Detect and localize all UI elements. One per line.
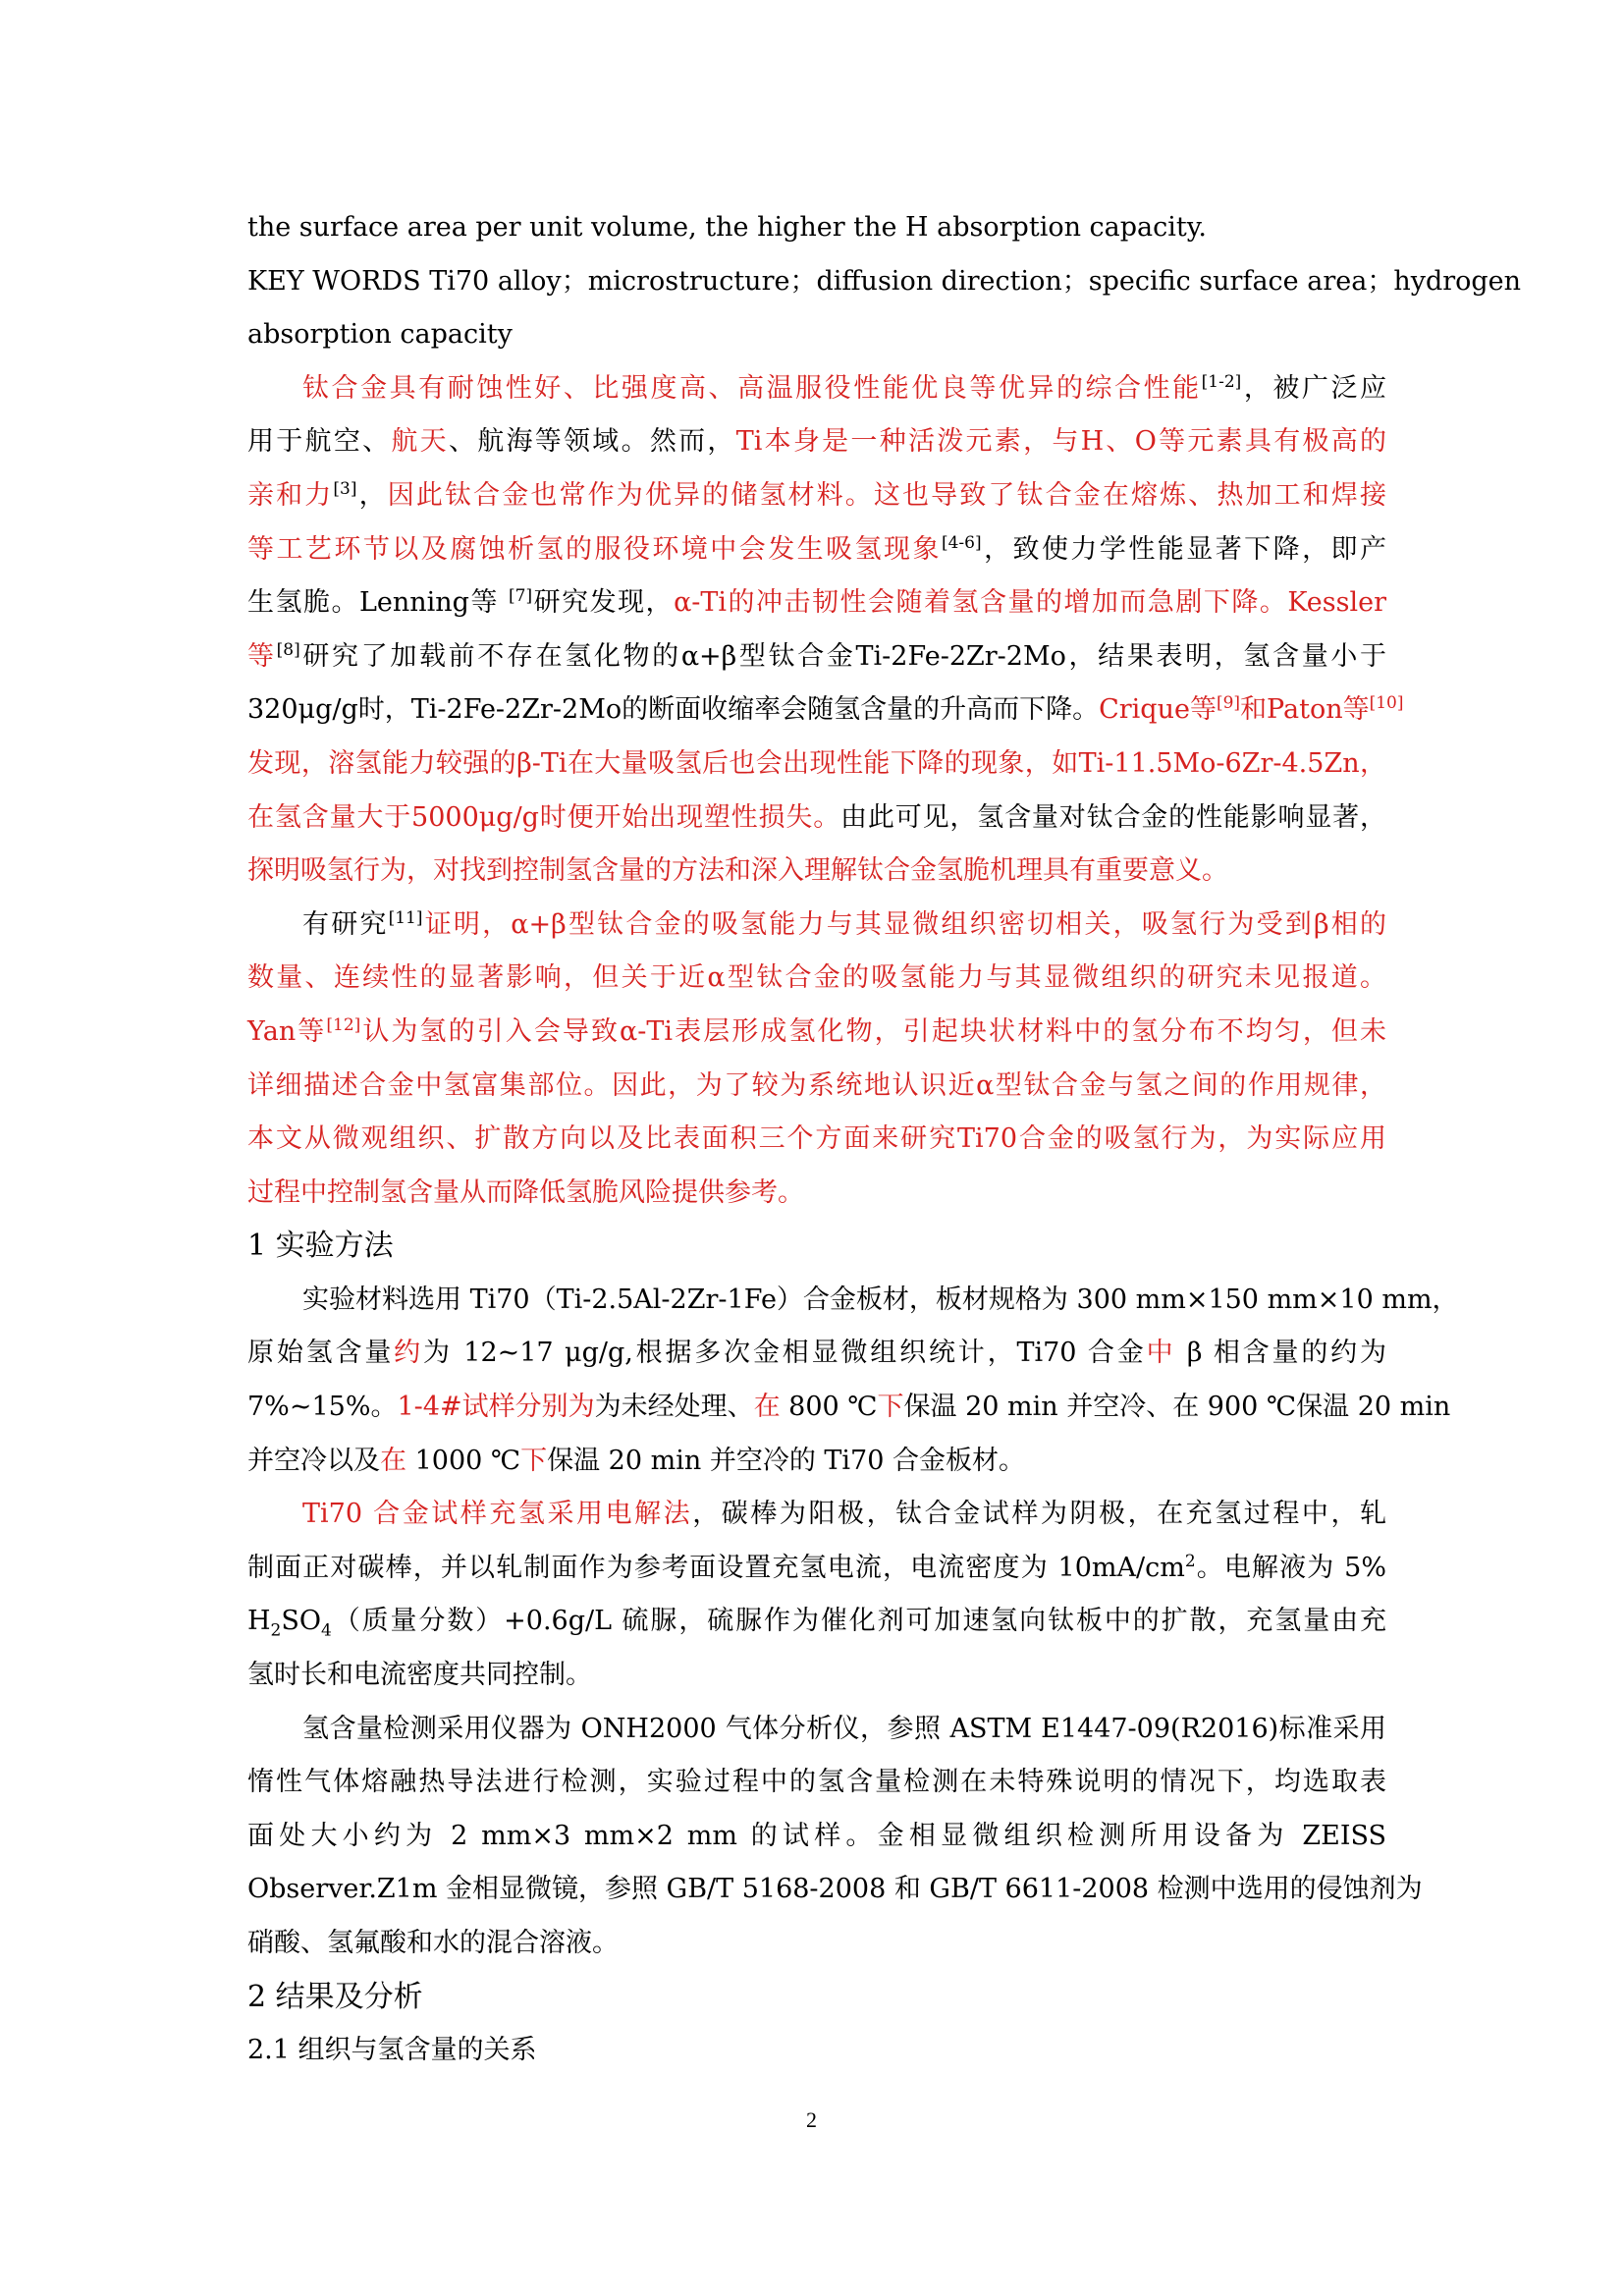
text-line: 过程中控制氢含量从而降低氢脆风险提供参考。 bbox=[247, 1176, 804, 1208]
text-line: 等[8]研究了加载前不存在氢化物的α+β型钛合金Ti-2Fe-2Zr-2Mo，结果表明，氢含量小于 bbox=[247, 639, 1386, 672]
method-paragraph-3 bbox=[247, 1703, 1423, 1971]
intro-paragraph-2 bbox=[247, 899, 1386, 1221]
text-line: 有研究[11]证明，α+β型钛合金的吸氢能力与其显微组织密切相关，吸氢行为受到β相的 bbox=[302, 907, 1387, 940]
text-line: 惰性气体熔融热导法进行检测，实验过程中的氢含量检测在未特殊说明的情况下，均选取表 bbox=[247, 1767, 1386, 1798]
text-line: 本文从微观组织、扩散方向以及比表面积三个方面来研究Ti70合金的吸氢行为，为实际应用 bbox=[247, 1123, 1386, 1155]
text-line: 在氢含量大于5000μg/g时便开始出现塑性损失。由此可见，氢含量对钛合金的性能影响显著， bbox=[247, 801, 1386, 833]
intro-paragraph-1 bbox=[247, 362, 1404, 899]
text-line: 氢时长和电流密度共同控制。 bbox=[247, 1660, 592, 1691]
keywords-line-2: absorption capacity bbox=[247, 319, 513, 351]
section-2-title: 2 结果及分析 bbox=[247, 1979, 423, 2014]
text-line: Yan等[12]认为氢的引入会导致α-Ti表层形成氢化物，引起块状材料中的氢分布不均匀，但未 bbox=[247, 1014, 1386, 1047]
section-1-title: 1 实验方法 bbox=[247, 1229, 394, 1264]
text-line: 原始氢含量约为 12~17 μg/g,根据多次金相显微组织统计，Ti70 合金中 β 相含量的约为 bbox=[247, 1338, 1387, 1369]
abstract-tail: the surface area per unit volume, the higher the H absorption capacity. bbox=[247, 212, 1208, 243]
text-line: Observer.Z1m 金相显微镜，参照 GB/T 5168-2008 和 GB/T 6611-2008 检测中选用的侵蚀剂为 bbox=[247, 1874, 1423, 1905]
keywords-line-1: KEY WORDS Ti70 alloy；microstructure；diffusion direction；specific surface area；hydrogen bbox=[247, 265, 1522, 297]
text-line: $H_2SO_4$（质量分数）+0.6g/L 硫脲，硫脲作为催化剂可加速氢向钛板中的扩散，充氢量由充 bbox=[247, 1606, 1386, 1641]
method-paragraph-2 bbox=[247, 1488, 1386, 1702]
text-line: 用于航空、航天、航海等领域。然而，Ti本身是一种活泼元素，与H、O等元素具有极高的 bbox=[247, 426, 1387, 458]
text-line: 硝酸、氢氟酸和水的混合溶液。 bbox=[247, 1928, 619, 1958]
text-line: 等工艺环节以及腐蚀析氢的服役环境中会发生吸氢现象[4-6]，致使力学性能显著下降，即产 bbox=[247, 532, 1387, 565]
document-body bbox=[247, 201, 1522, 2078]
text-line: 探明吸氢行为，对找到控制氢含量的方法和深入理解钛合金氢脆机理具有重要意义。 bbox=[247, 855, 1228, 887]
text-line: 详细描述合金中氢富集部位。因此，为了较为系统地认识近α型钛合金与氢之间的作用规律， bbox=[247, 1069, 1386, 1101]
text-line: 数量、连续性的显著影响，但关于近α型钛合金的吸氢能力与其显微组织的研究未见报道。 bbox=[247, 962, 1386, 994]
text-line: 实验材料选用 Ti70（Ti-2.5Al-2Zr-1Fe）合金板材，板材规格为 300 mm×150 mm×10 mm， bbox=[302, 1284, 1459, 1315]
text-line: 制面正对碳棒，并以轧制面作为参考面设置充氢电流，电流密度为 $10mA/cm^2$。电解液为 5% bbox=[247, 1551, 1386, 1583]
text-line: 氢含量检测采用仪器为 ONH2000 气体分析仪，参照 ASTM E1447-09(R2016)标准采用 bbox=[302, 1713, 1386, 1744]
text-line: 亲和力[3]，因此钛合金也常作为优异的储氢材料。这也导致了钛合金在熔炼、热加工和焊接 bbox=[247, 478, 1387, 511]
text-line: 7%~15%。1-4#试样分别为为未经处理、在 800 ℃下保温 20 min 并空冷、在 900 ℃保温 20 min bbox=[247, 1392, 1451, 1423]
text-line: 钛合金具有耐蚀性好、比强度高、高温服役性能优良等优异的综合性能[1-2]，被广泛应 bbox=[302, 371, 1387, 404]
text-line: 320μg/g时，Ti-2Fe-2Zr-2Mo的断面收缩率会随氢含量的升高而下降。Crique等[9]和Paton等[10] bbox=[247, 693, 1404, 726]
text-line: 面处大小约为 2 mm×3 mm×2 mm 的试样。金相显微组织检测所用设备为 ZEISS bbox=[247, 1820, 1386, 1851]
text-line: 发现，溶氢能力较强的β-Ti在大量吸氢后也会出现性能下降的现象，如Ti-11.5Mo-6Zr-4.5Zn， bbox=[247, 747, 1386, 779]
text-line: 生氢脆。Lenning等 [7]研究发现，α-Ti的冲击韧性会随着氢含量的增加而急剧下降。Kessler bbox=[247, 586, 1387, 619]
text-line: 并空冷以及在 1000 ℃下保温 20 min 并空冷的 Ti70 合金板材。 bbox=[247, 1445, 1025, 1476]
section-2-1-title: 2.1 组织与氢含量的关系 bbox=[247, 2035, 537, 2066]
method-paragraph-1 bbox=[247, 1274, 1459, 1488]
text-line: Ti70 合金试样充氢采用电解法，碳棒为阳极，钛合金试样为阴极，在充氢过程中，轧 bbox=[302, 1499, 1387, 1530]
page-number: 2 bbox=[806, 2107, 817, 2132]
